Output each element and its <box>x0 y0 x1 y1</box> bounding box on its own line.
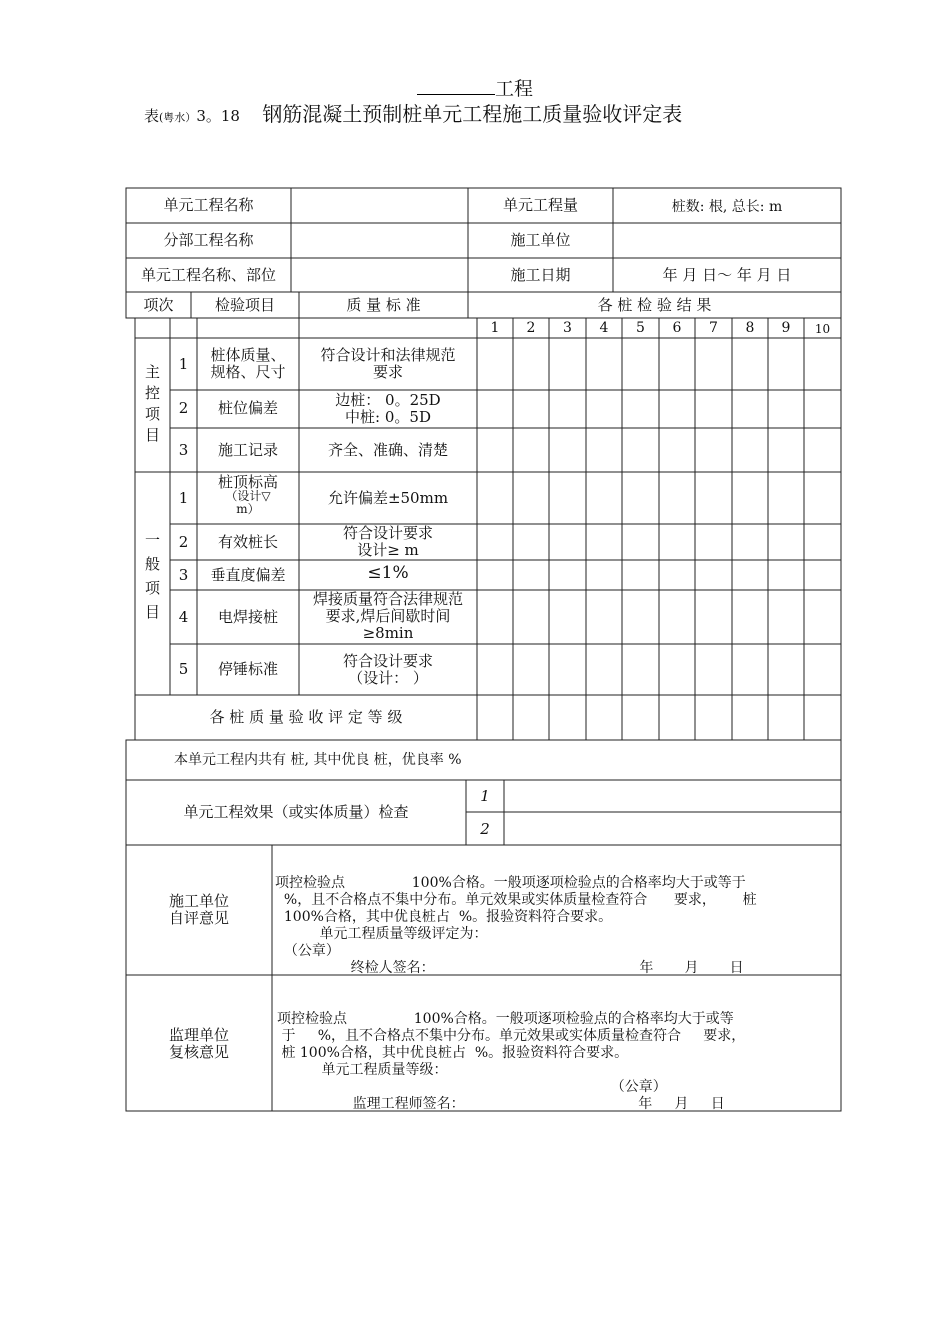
eval-line: 单元工程质量等级评定为： <box>275 926 488 942</box>
label-line: 监理单位 <box>168 1026 229 1044</box>
standard-line: 符合设计要求 <box>342 652 433 670</box>
row-no: 5 <box>178 660 189 678</box>
label-char: 项 <box>144 579 160 597</box>
standard-line: （设计： ） <box>348 669 428 687</box>
unit-name-label: 单元工程名称 <box>163 196 254 214</box>
row-no: 1 <box>178 355 189 373</box>
branch-name-label: 分部工程名称 <box>163 231 254 249</box>
standard-line: 边桩： 0。25D <box>335 391 441 409</box>
label-char: 目 <box>144 426 160 444</box>
standard-line: 要求,焊后间歇时间 <box>325 607 451 625</box>
eval-line: 项控检验点 100%合格。一般项逐项检验点的合格率均大于或等 <box>277 1011 734 1027</box>
label-char: 控 <box>144 384 160 402</box>
row-item <box>197 661 299 678</box>
standard-line: ≥8min <box>362 624 414 642</box>
seq-header: 项次 <box>143 296 174 314</box>
row-item <box>197 609 299 626</box>
standard-line: 符合设计要求 <box>342 524 433 542</box>
effect-check-label: 单元工程效果（或实体质量）检查 <box>183 803 409 821</box>
row-no: 2 <box>178 399 189 417</box>
row-item <box>197 347 299 381</box>
project-suffix: 工程 <box>494 78 533 100</box>
self-eval-label <box>126 893 272 927</box>
item-line: 规格、尺寸 <box>210 363 286 381</box>
standard-header: 质 量 标 准 <box>346 296 421 314</box>
row-item <box>197 475 299 516</box>
standard-line: 中桩: 0。5D <box>345 408 431 426</box>
grade-row-label: 各 桩 质 量 验 收 评 定 等 级 <box>209 708 403 726</box>
row-standard <box>299 565 477 582</box>
results-header: 各 桩 检 验 结 果 <box>597 296 712 314</box>
standard-line: ≤1% <box>367 563 409 583</box>
unit-qty-label: 单元工程量 <box>502 196 578 214</box>
row-item <box>197 442 299 459</box>
unit-qty-value: 桩数: 根, 总长: m <box>671 199 783 215</box>
standard-line: 符合设计和法律规范 <box>320 346 456 364</box>
col-number: 7 <box>709 320 718 336</box>
label-line: 施工单位 <box>168 892 229 910</box>
row-item <box>197 534 299 551</box>
col-number: 5 <box>636 320 645 336</box>
item-line: （设计▽ <box>225 489 271 503</box>
item-line: 桩顶标高 <box>217 473 278 491</box>
item-line: 停锤标准 <box>217 660 278 678</box>
eval-line: 终检人签名： 年 月 日 <box>275 960 744 976</box>
item-line: 垂直度偏差 <box>210 566 286 584</box>
col-number: 8 <box>745 320 755 336</box>
construction-date-label: 施工日期 <box>510 266 571 284</box>
form-code-number: 3。18 <box>196 107 240 125</box>
summary-text: 本单元工程内共有 桩, 其中优良 桩，优良率 % <box>174 752 462 768</box>
eval-line: （公章） <box>275 943 340 959</box>
item-header: 检验项目 <box>214 296 275 314</box>
label-line: 复核意见 <box>168 1043 229 1061</box>
standard-line: 允许偏差±50mm <box>327 489 449 507</box>
label-char: 一 <box>144 531 160 549</box>
item-line: 桩位偏差 <box>217 399 278 417</box>
row-standard <box>299 591 477 642</box>
construction-unit-label: 施工单位 <box>510 231 571 249</box>
row-standard <box>299 490 477 507</box>
eval-line: 于 %，且不合格点不集中分布。单元效果或实体质量检查符合 要求， <box>277 1028 746 1044</box>
general-label <box>135 528 170 624</box>
row-no: 2 <box>178 533 189 551</box>
effect-check-no: 2 <box>480 820 490 838</box>
eval-line: 100%合格，其中优良桩占 %。报验资料符合要求。 <box>275 909 613 925</box>
col-number: 1 <box>490 320 500 336</box>
supervision-text <box>277 1011 839 1113</box>
label-char: 目 <box>144 603 160 621</box>
row-standard <box>299 525 477 559</box>
standard-line: 焊接质量符合法律规范 <box>312 590 463 608</box>
standard-line: 齐全、准确、清楚 <box>327 441 448 459</box>
self-eval-text <box>275 875 839 977</box>
effect-check-no: 1 <box>480 787 490 805</box>
item-line: 施工记录 <box>217 441 278 459</box>
eval-line: 单元工程质量等级： <box>277 1062 448 1078</box>
row-no: 3 <box>178 566 189 584</box>
form-code-prefix: 表 <box>144 107 160 125</box>
unit-part-label: 单元工程名称、部位 <box>140 266 276 284</box>
row-no: 4 <box>178 608 189 626</box>
col-number: 2 <box>526 320 536 336</box>
eval-line: 桩 100%合格，其中优良桩占 %。报验资料符合要求。 <box>277 1045 629 1061</box>
row-item <box>197 400 299 417</box>
col-number: 9 <box>781 320 791 336</box>
eval-line: 监理工程师签名： 年 月 日 <box>277 1096 725 1112</box>
row-no: 1 <box>178 489 189 507</box>
form-code-region: (粤水） <box>159 111 197 124</box>
row-standard <box>299 347 477 381</box>
col-number: 3 <box>563 320 572 336</box>
label-char: 主 <box>144 363 160 381</box>
label-char: 般 <box>144 555 160 573</box>
item-line: m） <box>236 502 260 516</box>
label-line: 自评意见 <box>168 909 229 927</box>
item-line: 电焊接桩 <box>217 608 278 626</box>
eval-line: %，且不合格点不集中分布。单元效果或实体质量检查符合 要求， 桩 <box>275 892 757 908</box>
construction-date-value: 年 月 日～ 年 月 日 <box>662 266 792 284</box>
row-no: 3 <box>178 441 189 459</box>
row-standard <box>299 653 477 687</box>
page-title: 钢筋混凝土预制桩单元工程施工质量验收评定表 <box>262 102 683 126</box>
row-standard <box>299 392 477 426</box>
main-control-label <box>135 362 170 446</box>
eval-line: 项控检验点 100%合格。一般项逐项检验点的合格率均大于或等于 <box>275 875 746 891</box>
standard-line: 要求 <box>372 363 403 381</box>
row-standard <box>299 442 477 459</box>
supervision-label <box>126 1027 272 1061</box>
standard-line: 设计≥ m <box>357 541 419 559</box>
item-line: 有效桩长 <box>217 533 278 551</box>
label-char: 项 <box>144 405 160 423</box>
eval-line: （公章） <box>277 1079 667 1095</box>
row-item <box>197 567 299 584</box>
col-number: 4 <box>599 320 609 336</box>
col-number: 10 <box>814 322 831 336</box>
item-line: 桩体质量、 <box>210 346 286 364</box>
col-number: 6 <box>672 320 682 336</box>
